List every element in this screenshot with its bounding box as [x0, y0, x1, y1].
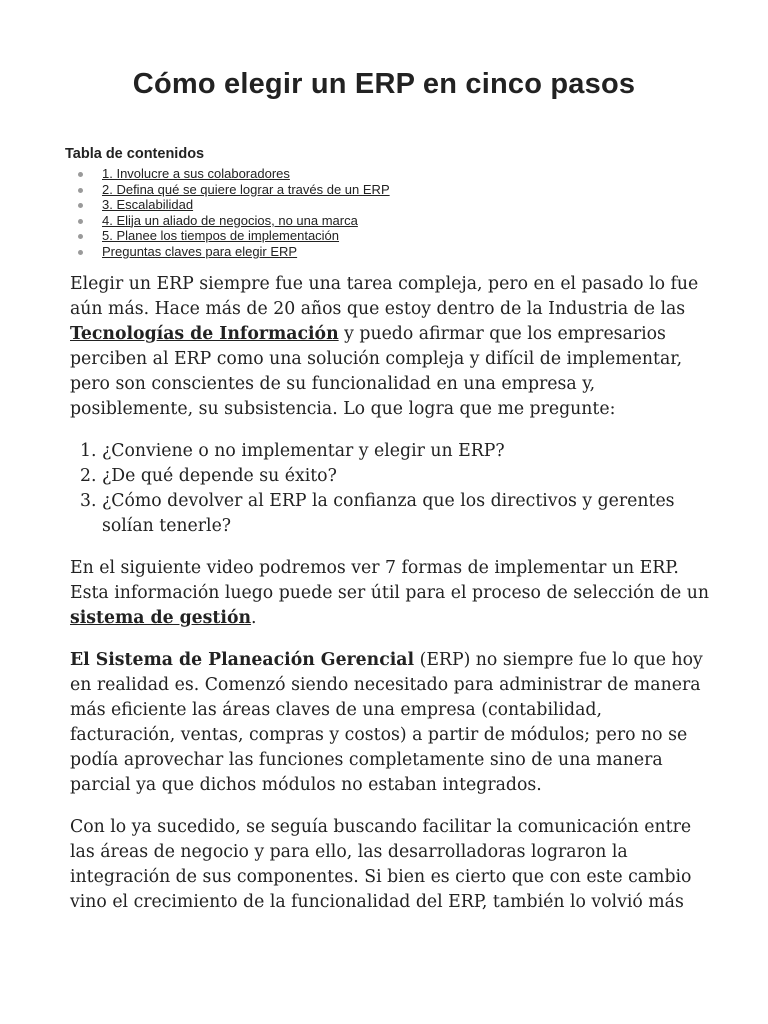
paragraph-erp-history [70, 648, 710, 798]
toc-link-4[interactable]: 4. Elija un aliado de negocios, no una marca [102, 212, 358, 228]
video-text-start: En el siguiente video podremos ver 7 formas de implementar un ERP. Esta información luego puede ser útil para el proceso de selección de un [70, 558, 710, 603]
video-text-end: . [251, 608, 257, 628]
toc-item [65, 213, 705, 229]
toc-link-5[interactable]: 5. Planee los tiempos de implementación [102, 228, 340, 244]
paragraph-integration: Con lo ya sucedido, se seguía buscando facilitar la comunicación entre las áreas de negocio y para ello, las desarrolladoras lograron la integración de sus componentes. Si bien es cierto que con este cambio vino el crecimiento de la funcionalidad del ERP, también lo volvió más [70, 817, 692, 912]
toc-item [65, 182, 705, 198]
paragraph-video [70, 556, 710, 631]
toc-item [65, 228, 705, 244]
intro-text-end: y puedo afirmar que los empresarios perciben al ERP como una solución compleja y difícil de implementar, pero son conscientes de su funcionalidad en una empresa y, posiblemente, su subsistencia. Lo que logra que me pregunte: [70, 324, 683, 419]
toc-link-3[interactable]: 3. Escalabilidad [102, 197, 194, 213]
toc-item [65, 244, 705, 260]
bullet-icon [78, 219, 83, 224]
link-sistema-gestion[interactable]: sistema de gestión [70, 608, 252, 628]
toc-item [65, 197, 705, 213]
toc-link-questions[interactable]: Preguntas claves para elegir ERP [102, 243, 298, 259]
table-of-contents [65, 146, 705, 260]
toc-item [65, 166, 705, 182]
erp-term-bold: El Sistema de Planeación Gerencial [70, 650, 415, 670]
question-item: 2. ¿De qué depende su éxito? [102, 464, 710, 489]
toc-link-1[interactable]: 1. Involucre a sus colaboradores [102, 166, 290, 181]
toc-list [65, 166, 705, 260]
toc-heading: Tabla de contenidos [65, 146, 205, 162]
page-title: Cómo elegir un ERP en cinco pasos [132, 68, 636, 100]
article-body [70, 272, 710, 932]
erp-history-text: (ERP) no siempre fue lo que hoy en realidad es. Comenzó siendo necesitado para administrar de manera más eficiente las áreas claves de una empresa (contabilidad, facturación, ventas, compras y costos) a partir de módulos; pero no se podía aprovechar las funciones completamente sino de una manera parcial ya que dichos módulos no estaban integrados. [70, 650, 703, 795]
toc-link-2[interactable]: 2. Defina qué se quiere lograr a través de un ERP [102, 181, 390, 197]
questions-list [70, 439, 710, 539]
question-item: 3. ¿Cómo devolver al ERP la confianza que los directivos y gerentes solían tenerle? [102, 489, 710, 539]
question-item: 1. ¿Conviene o no implementar y elegir un ERP? [102, 439, 710, 464]
bullet-icon [78, 172, 83, 177]
bullet-icon [78, 234, 83, 239]
bullet-icon [78, 188, 83, 193]
paragraph-intro [70, 272, 710, 422]
bullet-icon [78, 203, 83, 208]
intro-text-start: Elegir un ERP siempre fue una tarea compleja, pero en el pasado lo fue aún más. Hace más de 20 años que estoy dentro de la Industria de las [70, 274, 699, 319]
bullet-icon [78, 250, 83, 255]
link-tecnologias-informacion[interactable]: Tecnologías de Información [70, 324, 339, 344]
